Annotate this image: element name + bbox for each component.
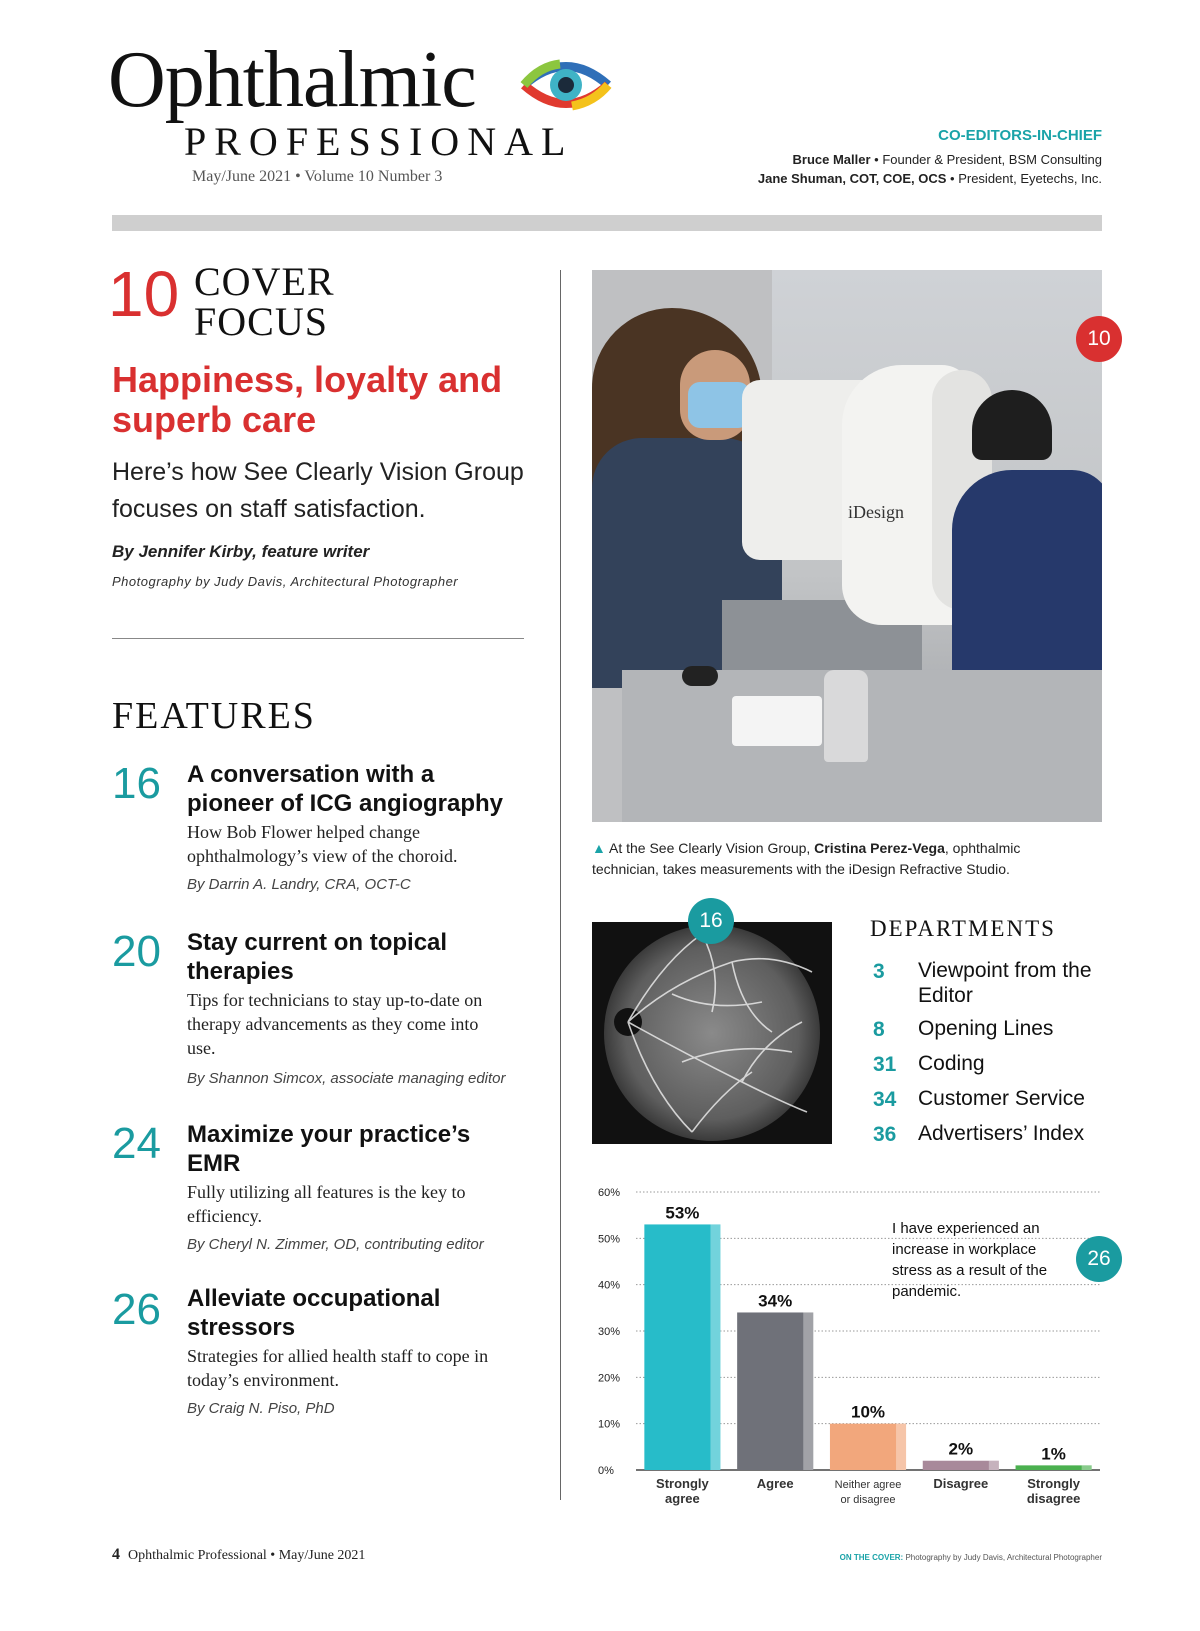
footer-cover-label: ON THE COVER:: [839, 1553, 904, 1562]
department-item[interactable]: Advertisers’ Index: [918, 1122, 1085, 1145]
cover-story-headline[interactable]: Happiness, loyalty and superb care: [112, 359, 503, 440]
masthead-title: Ophthalmic: [108, 36, 476, 124]
caption-prefix: At the See Clearly Vision Group,: [608, 840, 815, 856]
cover-focus-label: [194, 259, 335, 344]
cover-focus-label-line1: COVER: [194, 259, 335, 304]
chart-bar: [923, 1461, 999, 1470]
cover-story-photo-credit: Photography by Judy Davis, Architectural Photographer: [112, 574, 459, 589]
editor-role: • Founder & President, BSM Consulting: [870, 152, 1102, 167]
y-tick-label: 0%: [598, 1465, 614, 1477]
x-category-label: Strongly: [656, 1476, 709, 1491]
eye-logo-icon: [520, 52, 612, 118]
feature-byline: By Craig N. Piso, PhD: [187, 1400, 335, 1417]
editor-role: • President, Eyetechs, Inc.: [946, 171, 1102, 186]
y-tick-label: 50%: [598, 1233, 621, 1246]
department-page-number: 34: [873, 1088, 897, 1111]
feature-description: How Bob Flower helped change ophthalmology’s view of the choroid.: [187, 822, 458, 866]
editor-name: Jane Shuman, COT, COE, OCS: [757, 171, 947, 186]
feature-title[interactable]: Alleviate occupational stressors: [187, 1285, 441, 1341]
department-page-number: 31: [873, 1053, 897, 1076]
chart-bar-highlight: [1082, 1465, 1092, 1470]
cover-focus-page-number: 10: [108, 258, 180, 330]
feature-page-number: 16: [112, 759, 161, 808]
chart-bar: [644, 1224, 720, 1470]
feature-description: Fully utilizing all features is the key to efficiency.: [187, 1182, 466, 1226]
department-page-number: 36: [873, 1123, 897, 1146]
chart-bar-highlight: [803, 1312, 813, 1470]
caption-suffix: , ophthalmic technician, takes measurements with the iDesign Refractive Studio.: [592, 840, 1021, 877]
feature-page-number: 24: [112, 1119, 161, 1168]
editor-line: [758, 171, 1102, 186]
column-divider: [560, 270, 561, 1500]
cover-story-byline: By Jennifer Kirby, feature writer: [112, 542, 370, 561]
header-divider-bar: [112, 215, 1102, 231]
x-category-label: Neither agree: [834, 1479, 902, 1491]
chart-bar: [1016, 1465, 1092, 1470]
x-category-label: Strongly: [1027, 1476, 1080, 1491]
masthead-subtitle: PROFESSIONAL: [184, 119, 574, 164]
chart-bar: [830, 1424, 906, 1470]
editor-line: [793, 152, 1103, 167]
y-tick-label: 10%: [598, 1418, 621, 1431]
bar-value-label: 34%: [758, 1291, 793, 1311]
department-page-number: 3: [873, 960, 885, 983]
feature-byline: By Cheryl N. Zimmer, OD, contributing editor: [187, 1236, 484, 1253]
footer-cover-credit: [840, 1553, 1102, 1562]
department-item[interactable]: Coding: [918, 1052, 985, 1075]
issue-info: May/June 2021 • Volume 10 Number 3: [192, 168, 443, 185]
chart-bar: [737, 1312, 813, 1470]
chart-bar-highlight: [710, 1224, 720, 1470]
department-page-number: 8: [873, 1018, 885, 1041]
footer-page-number: 4: [112, 1546, 120, 1563]
x-category-label: or disagree: [840, 1494, 896, 1506]
caption-triangle-icon: ▲: [592, 840, 609, 856]
angiography-page-badge[interactable]: 16: [688, 898, 734, 944]
x-category-label: disagree: [1026, 1491, 1081, 1506]
cover-photo-caption: [592, 838, 1062, 880]
cover-photo-page-badge[interactable]: 10: [1076, 316, 1122, 362]
department-item[interactable]: Viewpoint from the Editor: [918, 959, 1092, 1007]
cover-photo: [592, 270, 1102, 822]
department-item[interactable]: Customer Service: [918, 1087, 1085, 1110]
footer-text: Ophthalmic Professional • May/June 2021: [128, 1548, 366, 1563]
feature-description: Strategies for allied health staff to cope in today’s environment.: [187, 1346, 489, 1390]
x-category-label: agree: [665, 1491, 700, 1506]
feature-title[interactable]: Stay current on topical therapies: [187, 929, 448, 985]
bar-value-label: 53%: [665, 1203, 700, 1223]
editors-heading: CO-EDITORS-IN-CHIEF: [938, 127, 1102, 144]
feature-description: Tips for technicians to stay up-to-date on therapy advancements as they come into use.: [187, 990, 483, 1058]
section-divider: [112, 638, 524, 639]
y-tick-label: 60%: [598, 1187, 621, 1199]
cover-focus-label-line2: FOCUS: [194, 299, 328, 344]
feature-byline: By Darrin A. Landry, CRA, OCT-C: [187, 876, 411, 893]
chart-page-badge[interactable]: 26: [1076, 1236, 1122, 1282]
feature-page-number: 26: [112, 1285, 161, 1334]
feature-title[interactable]: A conversation with a pioneer of ICG angiography: [187, 761, 504, 817]
caption-name: Cristina Perez-Vega: [814, 840, 945, 856]
departments-heading: DEPARTMENTS: [870, 916, 1056, 941]
x-category-label: Agree: [756, 1476, 794, 1491]
feature-page-number: 20: [112, 927, 161, 976]
angiography-image: [592, 922, 832, 1144]
chart-annotation: I have experienced an increase in workplace stress as a result of the pandemic.: [892, 1220, 1048, 1300]
y-tick-label: 20%: [598, 1372, 621, 1385]
x-category-label: Disagree: [933, 1476, 989, 1491]
department-item[interactable]: Opening Lines: [918, 1017, 1054, 1040]
features-heading: FEATURES: [112, 695, 316, 737]
bar-value-label: 1%: [1041, 1444, 1066, 1464]
y-tick-label: 40%: [598, 1279, 621, 1292]
device-brand-label: iDesign: [848, 502, 904, 522]
editor-name: Bruce Maller: [792, 152, 871, 167]
y-tick-label: 30%: [598, 1326, 621, 1338]
chart-bar-highlight: [896, 1424, 906, 1470]
footer-left: [112, 1546, 365, 1564]
feature-title[interactable]: Maximize your practice’s EMR: [187, 1121, 471, 1177]
bar-value-label: 2%: [948, 1439, 974, 1459]
chart-bar-highlight: [989, 1461, 999, 1470]
feature-byline: By Shannon Simcox, associate managing editor: [187, 1070, 506, 1087]
cover-story-dek: Here’s how See Clearly Vision Group focuses on staff satisfaction.: [112, 458, 524, 523]
bar-value-label: 10%: [850, 1402, 886, 1422]
footer-cover-credit-text: Photography by Judy Davis, Architectural Photographer: [903, 1553, 1102, 1562]
